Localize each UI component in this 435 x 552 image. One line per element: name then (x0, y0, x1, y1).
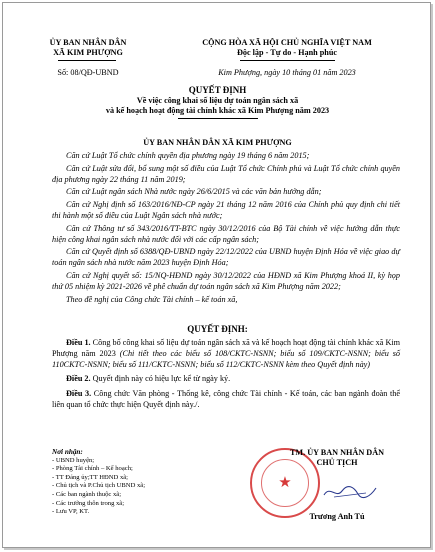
recipient-item: - Các ban ngành thuộc xã; (52, 490, 122, 498)
star-icon: ★ (278, 473, 292, 491)
article-2-label: Điều 2. (66, 374, 91, 384)
recipients-list (52, 448, 212, 517)
recipient-item: - TT Đảng ủy;TT HĐND xã; (52, 473, 129, 481)
signer-name: Trương Anh Tú (309, 512, 365, 521)
legal-basis: Căn cứ Luật Tổ chức chính quyền địa phương ngày 19 tháng 6 năm 2015; (66, 151, 310, 160)
legal-basis: Theo đề nghị của Công chức Tài chính – kế toán xã, (66, 294, 238, 304)
signature-org: TM. ỦY BAN NHÂN DÂN (289, 448, 385, 457)
national-motto: Độc lập - Tự do - Hạnh phúc (236, 48, 338, 57)
recipient-item: - Các trưởng thôn trong xã; (52, 499, 125, 507)
subject-line-1: Về việc công khai số liệu dự toán ngân sách xã (136, 96, 299, 105)
article-3-text: Công chức Văn phòng - Thống kê, công chức Tài chính - Kế toán, các ban ngành đoàn thể liên quan tổ chức thực hiện Quyết định này./. (52, 389, 401, 409)
subject-line-2: và kế hoạch hoạt động tài chính khác xã Kim Phượng năm 2023 (105, 106, 330, 115)
decides-heading: QUYẾT ĐỊNH: (187, 324, 248, 334)
motto-underline (240, 60, 335, 61)
issuing-authority: ỦY BAN NHÂN DÂN XÃ KIM PHƯỢNG (143, 138, 292, 147)
org-underline (58, 60, 116, 61)
recipient-item: - Chủ tịch và P.Chủ tịch UBND xã; (52, 482, 146, 490)
place-and-date: Kim Phượng, ngày 10 tháng 01 năm 2023 (218, 68, 356, 77)
recipient-item: - Phòng Tài chính – Kế hoạch; (52, 465, 133, 473)
document-number: Số: 08/QĐ-UBND (57, 68, 119, 77)
recipient-item: - Lưu VP, KT. (52, 508, 90, 516)
legal-basis: Căn cứ Quyết định số 6388/QĐ-UBND ngày 22/12/2022 của UBND huyện Định Hóa về việc giao dự toán ngân sách nhà nước năm 2023 huyện Định Hóa; (52, 247, 400, 268)
article-1 (52, 338, 400, 370)
article-3 (52, 389, 400, 411)
signature-title: CHỦ TỊCH (316, 458, 358, 467)
legal-basis: Căn cứ Nghị định số 163/2016/NĐ-CP ngày 21 tháng 12 năm 2016 của Chính phủ quy định chi tiết thi hành một số điều của Luật Ngân sách nhà nước; (52, 200, 400, 220)
subject-underline (178, 118, 258, 119)
articles (52, 338, 400, 411)
legal-bases (52, 151, 400, 305)
article-1-note: (Chi tiết theo các biểu số 108/CKTC-NSNN; biểu số 109/CKTC-NSNN; biểu số 110CKTC-NSNN; biểu số 111/CKTC-NSNN; biểu số 112/CKTC-NSNN kèm theo Quyết định này) (52, 348, 400, 369)
article-2 (52, 374, 400, 385)
legal-basis: Căn cứ Nghị quyết số: 15/NQ-HĐND ngày 30/12/2022 của HĐND xã Kim Phượng khoá II, kỳ họp thứ 05 nhiệm kỳ 2021-2026 về phê chuẩn dự toán ngân sách xã Kim Phượng năm 2022; (52, 270, 400, 291)
recipients-heading: Nơi nhận: (52, 448, 83, 456)
article-1-text: Công bố công khai số liệu dự toán ngân sách xã và kế hoạch hoạt động tài chính khác xã Kim Phượng năm 2023 (52, 338, 401, 358)
country-name: CỘNG HÒA XÃ HỘI CHỦ NGHĨA VIỆT NAM (202, 38, 372, 47)
legal-basis: Căn cứ Thông tư số 343/2016/TT-BTC ngày 30/12/2016 của Bộ Tài chính về việc hướng dẫn thực hiện công khai ngân sách nhà nước đối với các cấp ngân sách; (52, 223, 400, 244)
handwritten-signature (320, 483, 380, 501)
org-name-line2: XÃ KIM PHƯỢNG (53, 48, 123, 57)
legal-basis: Căn cứ Luật sửa đổi, bổ sung một số điều của Luật Tổ chức Chính phủ và Luật Tổ chức chính quyền địa phương ngày 22 tháng 11 năm 2019; (52, 163, 400, 184)
article-1-label: Điều 1. (66, 338, 91, 347)
article-3-label: Điều 3. (66, 389, 92, 399)
article-2-text: Quyết định này có hiệu lực kể từ ngày ký. (92, 374, 231, 384)
org-name-line1: ỦY BAN NHÂN DÂN (49, 38, 127, 47)
document-type-title: QUYẾT ĐỊNH (188, 85, 247, 95)
recipient-item: - UBND huyện; (52, 456, 95, 464)
legal-basis: Căn cứ Luật ngân sách Nhà nước ngày 26/6/2015 và các văn bản hướng dẫn; (66, 187, 322, 197)
